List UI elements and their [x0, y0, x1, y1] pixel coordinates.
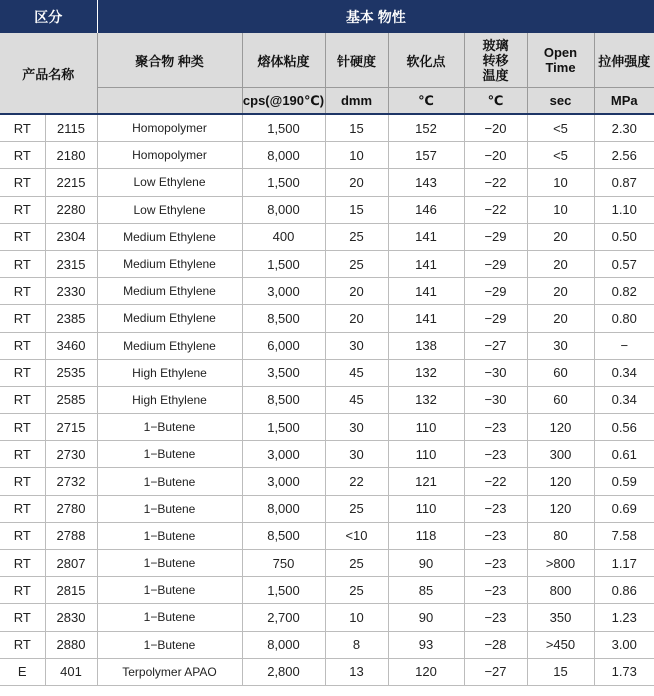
- grade-number-cell: 2732: [45, 468, 97, 495]
- grade-prefix-cell: RT: [0, 522, 45, 549]
- open-time-cell: 20: [527, 278, 594, 305]
- melt-viscosity-cell: 1,500: [242, 114, 325, 142]
- needle-hardness-cell: 15: [325, 196, 388, 223]
- grade-prefix-cell: RT: [0, 142, 45, 169]
- polymer-type-cell: 1−Butene: [97, 522, 242, 549]
- tensile-strength-cell: 1.10: [594, 196, 654, 223]
- glass-transition-cell: −23: [464, 577, 527, 604]
- glass-transition-cell: −23: [464, 441, 527, 468]
- softening-point-cell: 132: [388, 386, 464, 413]
- open-time-label: Open Time: [543, 45, 578, 75]
- column-header: [527, 33, 594, 88]
- melt-viscosity-cell: 8,500: [242, 386, 325, 413]
- grade-prefix-cell: RT: [0, 250, 45, 277]
- grade-number-cell: 2535: [45, 359, 97, 386]
- tensile-strength-cell: 0.50: [594, 223, 654, 250]
- table-row: [0, 223, 654, 250]
- table-row: [0, 278, 654, 305]
- melt-viscosity-cell: 3,000: [242, 468, 325, 495]
- softening-point-cell: 143: [388, 169, 464, 196]
- table-row: [0, 359, 654, 386]
- glass-transition-cell: −29: [464, 278, 527, 305]
- softening-point-cell: 141: [388, 250, 464, 277]
- polymer-type-cell: 1−Butene: [97, 550, 242, 577]
- glass-transition-cell: −27: [464, 332, 527, 359]
- table-row: [0, 495, 654, 522]
- open-time-cell: 20: [527, 223, 594, 250]
- needle-hardness-cell: 20: [325, 278, 388, 305]
- glass-transition-cell: −23: [464, 550, 527, 577]
- grade-number-cell: 2215: [45, 169, 97, 196]
- grade-prefix-cell: RT: [0, 305, 45, 332]
- table-row: [0, 305, 654, 332]
- grade-number-cell: 2780: [45, 495, 97, 522]
- glass-transition-cell: −22: [464, 468, 527, 495]
- melt-viscosity-cell: 8,500: [242, 522, 325, 549]
- table-row: [0, 386, 654, 413]
- glass-transition-cell: −22: [464, 196, 527, 223]
- table-row: [0, 441, 654, 468]
- open-time-cell: 300: [527, 441, 594, 468]
- tensile-strength-cell: 0.69: [594, 495, 654, 522]
- glass-transition-cell: −23: [464, 604, 527, 631]
- polymer-type-cell: High Ethylene: [97, 386, 242, 413]
- needle-hardness-cell: 45: [325, 386, 388, 413]
- open-time-cell: 30: [527, 332, 594, 359]
- column-header: 聚合物 种类: [97, 33, 242, 88]
- needle-hardness-cell: 30: [325, 441, 388, 468]
- glass-transition-cell: −23: [464, 414, 527, 441]
- melt-viscosity-cell: 8,000: [242, 142, 325, 169]
- softening-point-cell: 146: [388, 196, 464, 223]
- group-header: 区分: [0, 0, 97, 33]
- table-row: [0, 468, 654, 495]
- column-header: 拉伸强度: [594, 33, 654, 88]
- melt-viscosity-cell: 2,700: [242, 604, 325, 631]
- needle-hardness-cell: <10: [325, 522, 388, 549]
- needle-hardness-cell: 25: [325, 495, 388, 522]
- softening-point-cell: 141: [388, 223, 464, 250]
- table-row: [0, 522, 654, 549]
- melt-viscosity-cell: 6,000: [242, 332, 325, 359]
- needle-hardness-cell: 25: [325, 223, 388, 250]
- tensile-strength-cell: 2.30: [594, 114, 654, 142]
- polymer-type-cell: 1−Butene: [97, 631, 242, 658]
- polymer-type-cell: 1−Butene: [97, 495, 242, 522]
- needle-hardness-cell: 10: [325, 142, 388, 169]
- softening-point-cell: 110: [388, 414, 464, 441]
- tensile-strength-cell: 0.87: [594, 169, 654, 196]
- grade-prefix-cell: RT: [0, 114, 45, 142]
- table-row: [0, 604, 654, 631]
- grade-number-cell: 2385: [45, 305, 97, 332]
- tensile-strength-cell: 0.86: [594, 577, 654, 604]
- grade-number-cell: 401: [45, 658, 97, 685]
- melt-viscosity-cell: 8,500: [242, 305, 325, 332]
- needle-hardness-cell: 13: [325, 658, 388, 685]
- grade-prefix-cell: RT: [0, 359, 45, 386]
- softening-point-cell: 93: [388, 631, 464, 658]
- melt-viscosity-cell: 3,500: [242, 359, 325, 386]
- glass-transition-cell: −29: [464, 223, 527, 250]
- open-time-cell: 120: [527, 414, 594, 441]
- open-time-cell: 10: [527, 196, 594, 223]
- polymer-type-cell: Homopolymer: [97, 114, 242, 142]
- needle-hardness-cell: 8: [325, 631, 388, 658]
- melt-viscosity-cell: 8,000: [242, 495, 325, 522]
- grade-number-cell: 2815: [45, 577, 97, 604]
- table-row: [0, 332, 654, 359]
- needle-hardness-cell: 22: [325, 468, 388, 495]
- grade-prefix-cell: RT: [0, 604, 45, 631]
- grade-number-cell: 2788: [45, 522, 97, 549]
- needle-hardness-cell: 20: [325, 305, 388, 332]
- grade-number-cell: 2730: [45, 441, 97, 468]
- grade-number-cell: 2807: [45, 550, 97, 577]
- product-name-header: 产品名称: [0, 33, 97, 114]
- softening-point-cell: 141: [388, 278, 464, 305]
- polymer-type-cell: Terpolymer APAO: [97, 658, 242, 685]
- tensile-strength-cell: 0.80: [594, 305, 654, 332]
- polymer-type-cell: Low Ethylene: [97, 169, 242, 196]
- grade-number-cell: 2330: [45, 278, 97, 305]
- needle-hardness-cell: 10: [325, 604, 388, 631]
- open-time-cell: 80: [527, 522, 594, 549]
- grade-prefix-cell: RT: [0, 468, 45, 495]
- tensile-strength-cell: 1.17: [594, 550, 654, 577]
- glass-transition-cell: −20: [464, 142, 527, 169]
- softening-point-cell: 152: [388, 114, 464, 142]
- open-time-cell: 350: [527, 604, 594, 631]
- tensile-strength-cell: 2.56: [594, 142, 654, 169]
- needle-hardness-cell: 15: [325, 114, 388, 142]
- glass-transition-cell: −22: [464, 169, 527, 196]
- softening-point-cell: 118: [388, 522, 464, 549]
- table-row: [0, 631, 654, 658]
- polymer-type-cell: Medium Ethylene: [97, 250, 242, 277]
- open-time-cell: 60: [527, 386, 594, 413]
- softening-point-cell: 110: [388, 495, 464, 522]
- polymer-type-cell: 1−Butene: [97, 604, 242, 631]
- melt-viscosity-cell: 1,500: [242, 414, 325, 441]
- softening-point-cell: 90: [388, 550, 464, 577]
- grade-number-cell: 2585: [45, 386, 97, 413]
- melt-viscosity-cell: 750: [242, 550, 325, 577]
- softening-point-cell: 132: [388, 359, 464, 386]
- softening-point-cell: 85: [388, 577, 464, 604]
- tensile-strength-cell: 7.58: [594, 522, 654, 549]
- grade-prefix-cell: RT: [0, 386, 45, 413]
- open-time-cell: >450: [527, 631, 594, 658]
- grade-prefix-cell: RT: [0, 550, 45, 577]
- column-header: 针硬度: [325, 33, 388, 88]
- grade-number-cell: 2715: [45, 414, 97, 441]
- melt-viscosity-cell: 3,000: [242, 278, 325, 305]
- grade-prefix-cell: RT: [0, 631, 45, 658]
- table-row: [0, 550, 654, 577]
- grade-prefix-cell: E: [0, 658, 45, 685]
- polymer-type-cell: 1−Butene: [97, 577, 242, 604]
- polymer-type-cell: Medium Ethylene: [97, 332, 242, 359]
- unit-cell: sec: [527, 88, 594, 115]
- table-body: [0, 114, 654, 685]
- grade-prefix-cell: RT: [0, 332, 45, 359]
- needle-hardness-cell: 25: [325, 577, 388, 604]
- melt-viscosity-cell: 400: [242, 223, 325, 250]
- tensile-strength-cell: 1.73: [594, 658, 654, 685]
- melt-viscosity-cell: 8,000: [242, 631, 325, 658]
- glass-transition-cell: −29: [464, 305, 527, 332]
- tg-label: 玻璃 转移 温度: [482, 37, 509, 83]
- grade-prefix-cell: RT: [0, 577, 45, 604]
- melt-viscosity-cell: 1,500: [242, 577, 325, 604]
- unit-cell: [97, 88, 242, 115]
- open-time-cell: >800: [527, 550, 594, 577]
- polymer-type-cell: 1−Butene: [97, 414, 242, 441]
- softening-point-cell: 110: [388, 441, 464, 468]
- melt-viscosity-cell: 2,800: [242, 658, 325, 685]
- grade-prefix-cell: RT: [0, 223, 45, 250]
- melt-viscosity-cell: 8,000: [242, 196, 325, 223]
- needle-hardness-cell: 30: [325, 414, 388, 441]
- needle-hardness-cell: 45: [325, 359, 388, 386]
- open-time-cell: 60: [527, 359, 594, 386]
- polymer-type-cell: High Ethylene: [97, 359, 242, 386]
- open-time-cell: 20: [527, 305, 594, 332]
- needle-hardness-cell: 25: [325, 550, 388, 577]
- grade-prefix-cell: RT: [0, 495, 45, 522]
- grade-number-cell: 2880: [45, 631, 97, 658]
- grade-number-cell: 2115: [45, 114, 97, 142]
- grade-prefix-cell: RT: [0, 169, 45, 196]
- glass-transition-cell: −20: [464, 114, 527, 142]
- tensile-strength-cell: 0.61: [594, 441, 654, 468]
- polymer-type-cell: 1−Butene: [97, 441, 242, 468]
- grade-prefix-cell: RT: [0, 441, 45, 468]
- table-header: [0, 0, 654, 114]
- grade-number-cell: 3460: [45, 332, 97, 359]
- properties-header: 基本 物性: [97, 0, 654, 33]
- table-row: [0, 250, 654, 277]
- table-row: [0, 169, 654, 196]
- needle-hardness-cell: 20: [325, 169, 388, 196]
- grade-prefix-cell: RT: [0, 196, 45, 223]
- grade-number-cell: 2830: [45, 604, 97, 631]
- needle-hardness-cell: 25: [325, 250, 388, 277]
- melt-viscosity-cell: 3,000: [242, 441, 325, 468]
- open-time-cell: 800: [527, 577, 594, 604]
- column-header: 软化点: [388, 33, 464, 88]
- glass-transition-cell: −27: [464, 658, 527, 685]
- tensile-strength-cell: 3.00: [594, 631, 654, 658]
- unit-cell: dmm: [325, 88, 388, 115]
- grade-number-cell: 2315: [45, 250, 97, 277]
- open-time-cell: 10: [527, 169, 594, 196]
- tensile-strength-cell: 0.82: [594, 278, 654, 305]
- table-row: [0, 142, 654, 169]
- table-row: [0, 414, 654, 441]
- open-time-cell: <5: [527, 142, 594, 169]
- polymer-type-cell: Medium Ethylene: [97, 278, 242, 305]
- softening-point-cell: 138: [388, 332, 464, 359]
- table-row: [0, 196, 654, 223]
- glass-transition-cell: −30: [464, 359, 527, 386]
- unit-cell: ℃: [388, 88, 464, 115]
- open-time-cell: 120: [527, 495, 594, 522]
- glass-transition-cell: −29: [464, 250, 527, 277]
- grade-prefix-cell: RT: [0, 414, 45, 441]
- tensile-strength-cell: 0.57: [594, 250, 654, 277]
- open-time-cell: 15: [527, 658, 594, 685]
- grade-number-cell: 2304: [45, 223, 97, 250]
- table-row: [0, 114, 654, 142]
- tensile-strength-cell: 0.34: [594, 359, 654, 386]
- grade-number-cell: 2180: [45, 142, 97, 169]
- tensile-strength-cell: −: [594, 332, 654, 359]
- unit-cell: MPa: [594, 88, 654, 115]
- polymer-type-cell: Medium Ethylene: [97, 305, 242, 332]
- softening-point-cell: 90: [388, 604, 464, 631]
- softening-point-cell: 120: [388, 658, 464, 685]
- softening-point-cell: 121: [388, 468, 464, 495]
- open-time-cell: 20: [527, 250, 594, 277]
- glass-transition-cell: −28: [464, 631, 527, 658]
- melt-viscosity-cell: 1,500: [242, 250, 325, 277]
- polymer-type-cell: 1−Butene: [97, 468, 242, 495]
- grade-number-cell: 2280: [45, 196, 97, 223]
- glass-transition-cell: −23: [464, 495, 527, 522]
- glass-transition-cell: −23: [464, 522, 527, 549]
- column-header: [464, 33, 527, 88]
- needle-hardness-cell: 30: [325, 332, 388, 359]
- softening-point-cell: 157: [388, 142, 464, 169]
- column-header: 熔体粘度: [242, 33, 325, 88]
- softening-point-cell: 141: [388, 305, 464, 332]
- polymer-type-cell: Homopolymer: [97, 142, 242, 169]
- table-row: [0, 577, 654, 604]
- grade-prefix-cell: RT: [0, 278, 45, 305]
- unit-cell: cps(@190℃): [242, 88, 325, 115]
- unit-cell: ℃: [464, 88, 527, 115]
- tensile-strength-cell: 1.23: [594, 604, 654, 631]
- polymer-type-cell: Low Ethylene: [97, 196, 242, 223]
- table-row: [0, 658, 654, 685]
- glass-transition-cell: −30: [464, 386, 527, 413]
- open-time-cell: <5: [527, 114, 594, 142]
- tensile-strength-cell: 0.59: [594, 468, 654, 495]
- tensile-strength-cell: 0.56: [594, 414, 654, 441]
- open-time-cell: 120: [527, 468, 594, 495]
- polymer-type-cell: Medium Ethylene: [97, 223, 242, 250]
- tensile-strength-cell: 0.34: [594, 386, 654, 413]
- melt-viscosity-cell: 1,500: [242, 169, 325, 196]
